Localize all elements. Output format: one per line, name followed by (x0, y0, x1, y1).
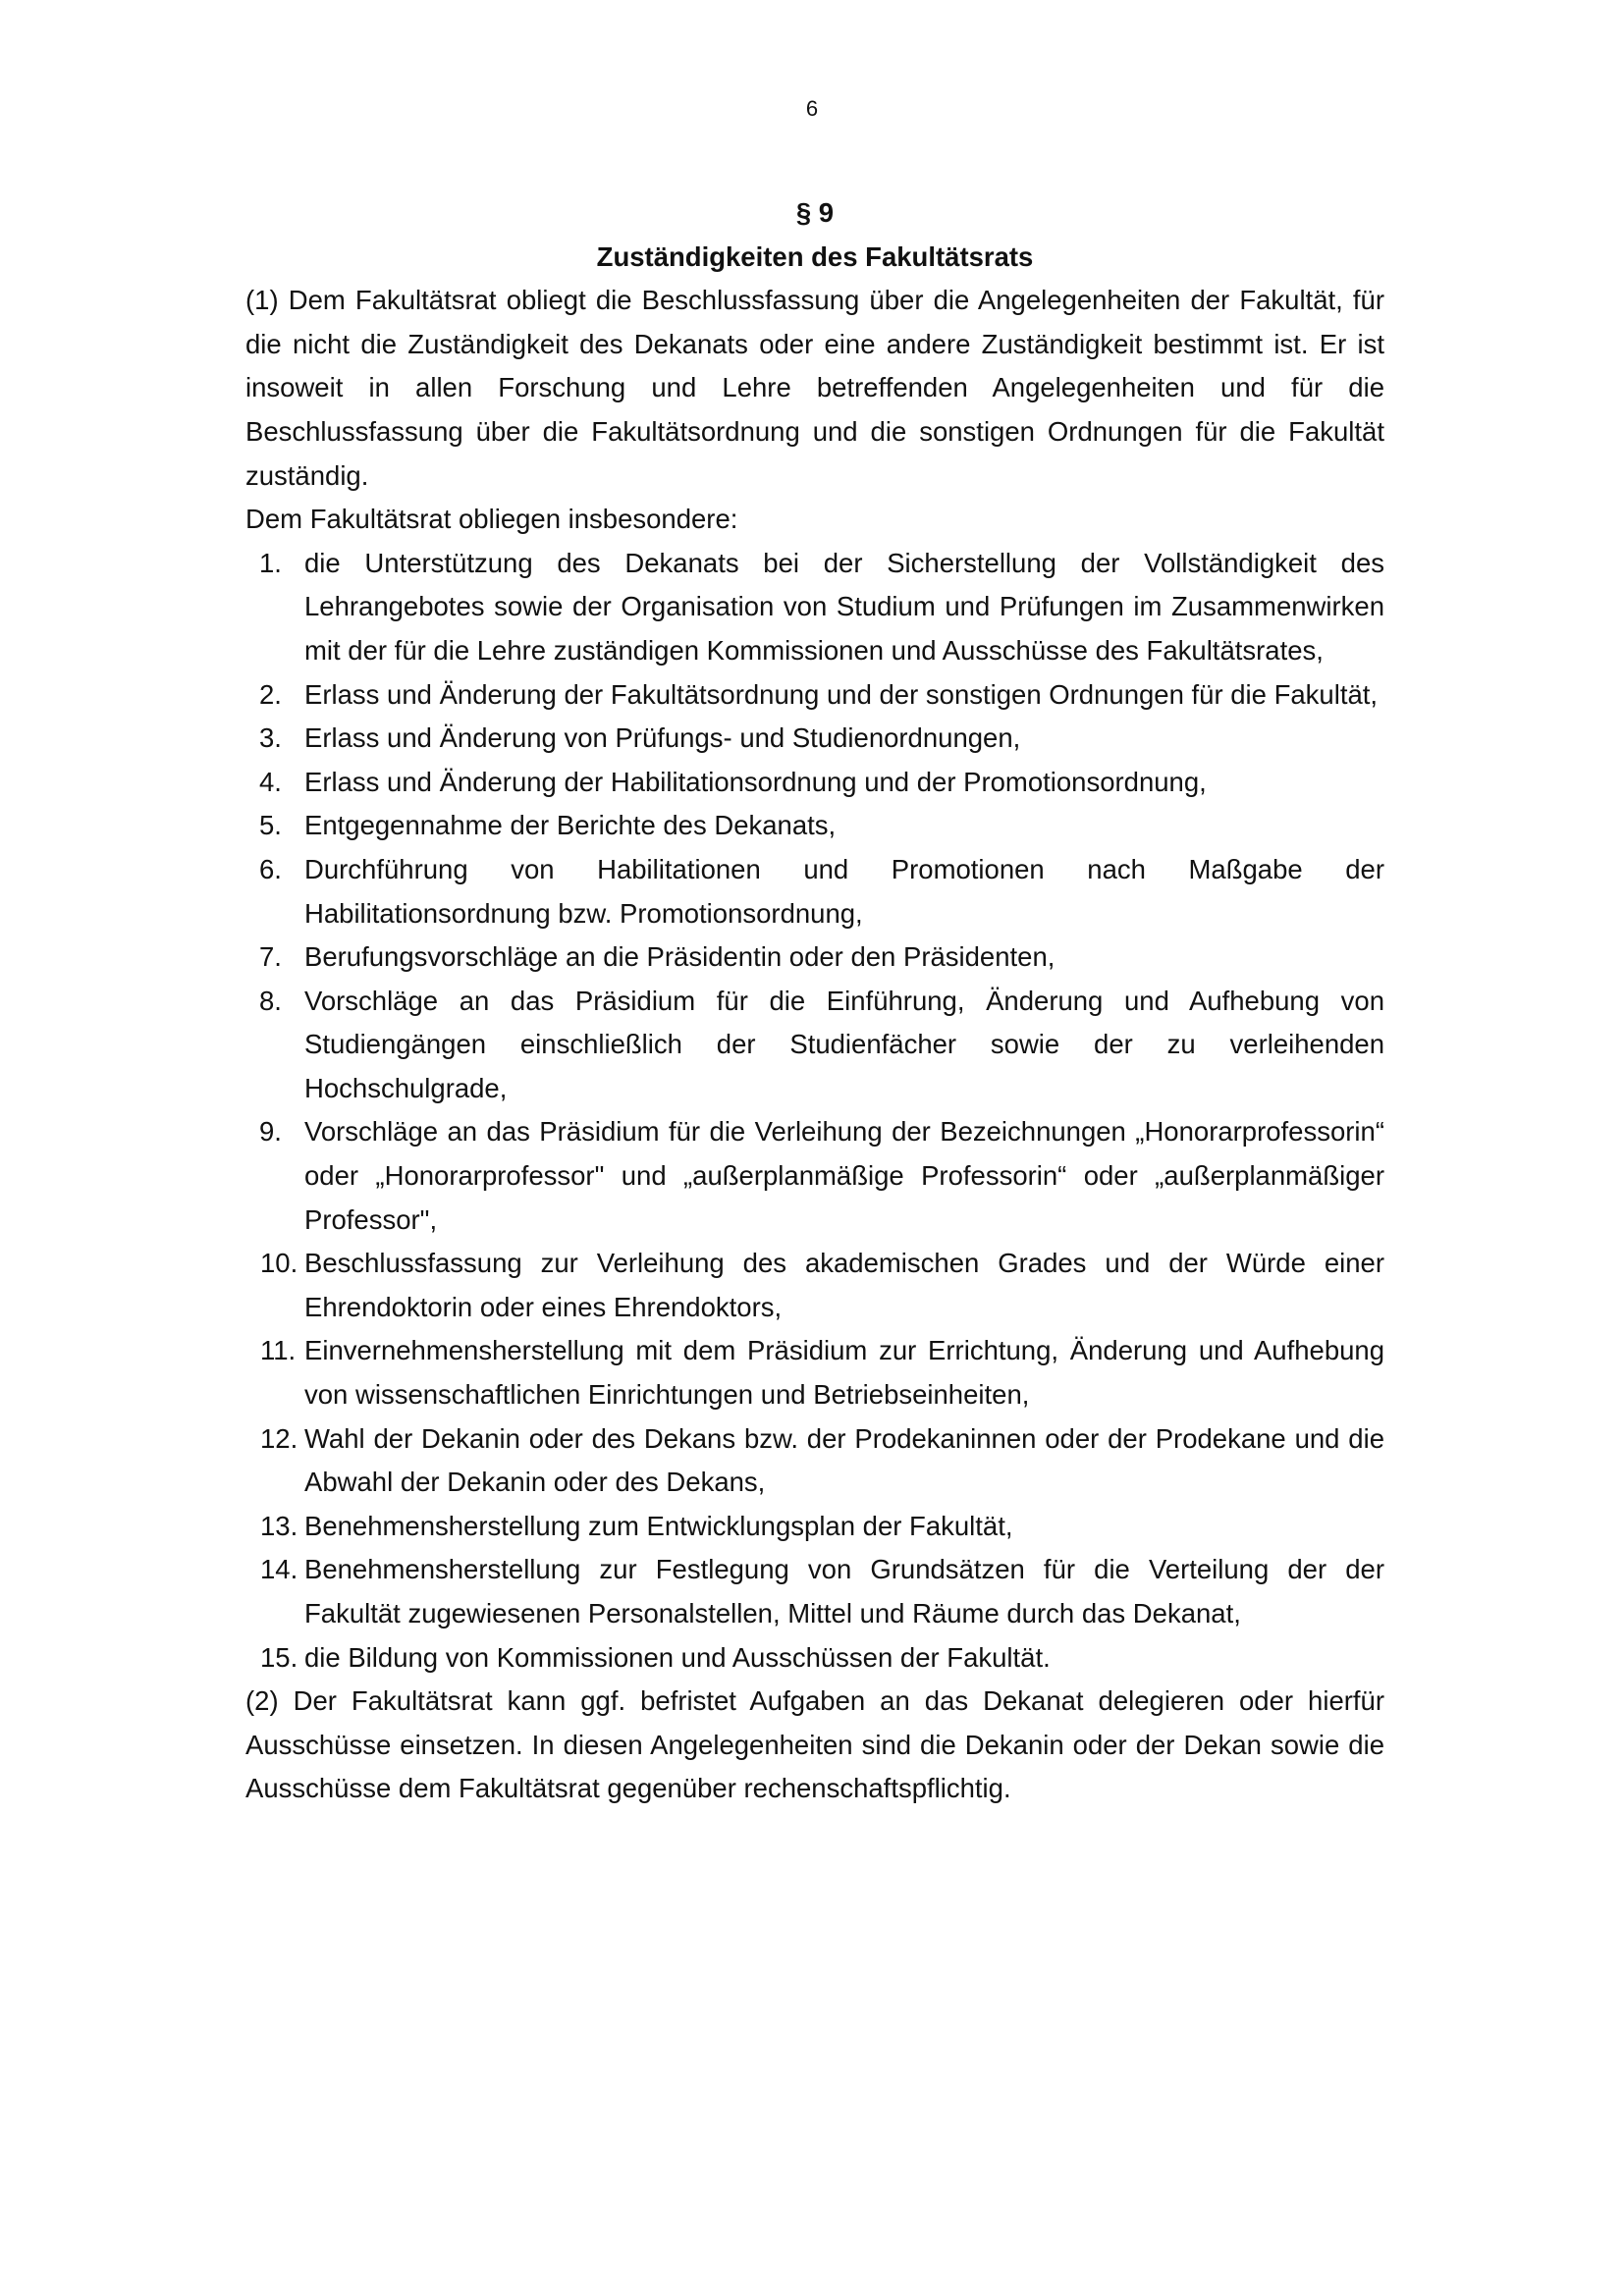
duties-list (245, 542, 1384, 1680)
list-item (245, 542, 1384, 673)
list-item-text: Vorschläge an das Präsidium für die Verleihung der Bezeichnungen „Honorarprofessorin“ oder „Honorarprofessor" und „außerplanmäßige Professorin“ oder „außerplanmäßiger Professor", (304, 1116, 1384, 1235)
list-item (245, 673, 1384, 718)
list-item-text: Erlass und Änderung der Habilitationsordnung und der Promotionsordnung, (304, 766, 1207, 797)
list-item-text: die Unterstützung des Dekanats bei der Sicherstellung der Vollständigkeit des Lehrangebotes sowie der Organisation von Studium und Prüfungen im Zusammenwirken mit der für die Lehre zuständigen Kommissionen und Ausschüsse des Fakultätsrates, (304, 547, 1384, 666)
list-item-text: Entgegennahme der Berichte des Dekanats, (304, 810, 837, 841)
list-item (245, 1417, 1384, 1505)
list-item (245, 761, 1384, 805)
paragraph-2: (2) Der Fakultätsrat kann ggf. befristet Aufgaben an das Dekanat delegieren oder hierfür Ausschüsse einsetzen. In diesen Angelegenheiten sind die Dekanin oder der Dekan sowie die Ausschüsse dem Fakultätsrat gegenüber rechenschaftspflichtig. (245, 1685, 1384, 1804)
list-item (245, 980, 1384, 1111)
list-item-number: 7. (259, 941, 282, 973)
list-item-text: Wahl der Dekanin oder des Dekans bzw. der Prodekaninnen oder der Prodekane und die Abwahl der Dekanin oder des Dekans, (304, 1422, 1384, 1498)
list-item (245, 717, 1384, 761)
paragraph-1: (1) Dem Fakultätsrat obliegt die Beschlussfassung über die Angelegenheiten der Fakultät, für die nicht die Zuständigkeit des Dekanats oder eine andere Zuständigkeit bestimmt ist. Er ist insoweit in allen Forschung und Lehre betreffenden Angelegenheiten und für die Beschlussfassung über die Fakultätsordnung und die sonstigen Ordnungen für die Fakultät zuständig. (245, 285, 1384, 491)
list-item (245, 935, 1384, 980)
list-item-number: 2. (259, 678, 282, 710)
list-item-text: die Bildung von Kommissionen und Ausschüssen der Fakultät. (304, 1641, 1051, 1673)
list-item-text: Benehmensherstellung zum Entwicklungsplan der Fakultät, (304, 1510, 1013, 1541)
list-item-number: 10. (260, 1248, 298, 1279)
list-item (245, 848, 1384, 935)
list-item-text: Einvernehmensherstellung mit dem Präsidium zur Errichtung, Änderung und Aufhebung von wissenschaftlichen Einrichtungen und Betriebseinheiten, (304, 1335, 1384, 1411)
list-item (245, 1110, 1384, 1242)
list-item-number: 9. (259, 1116, 282, 1148)
list-item (245, 1505, 1384, 1549)
list-item (245, 804, 1384, 848)
list-item-text: Durchführung von Habilitationen und Promotionen nach Maßgabe der Habilitationsordnung bzw. Promotionsordnung, (304, 853, 1384, 929)
list-item-number: 1. (259, 547, 282, 578)
document-body (245, 191, 1384, 1811)
list-item-number: 4. (259, 766, 282, 797)
list-item (245, 1242, 1384, 1329)
list-item-number: 12. (260, 1422, 298, 1454)
list-item-number: 8. (259, 985, 282, 1016)
list-item (245, 1548, 1384, 1635)
list-item-text: Berufungsvorschläge an die Präsidentin oder den Präsidenten, (304, 941, 1056, 973)
section-title: Zuständigkeiten des Fakultätsrats (596, 240, 1034, 272)
list-item (245, 1636, 1384, 1681)
list-item-text: Beschlussfassung zur Verleihung des akademischen Grades und der Würde einer Ehrendoktorin oder eines Ehrendoktors, (304, 1248, 1384, 1322)
list-item-text: Vorschläge an das Präsidium für die Einführung, Änderung und Aufhebung von Studiengängen einschließlich der Studienfächer sowie der zu verleihenden Hochschulgrade, (304, 985, 1384, 1103)
list-item-text: Erlass und Änderung von Prüfungs- und Studienordnungen, (304, 722, 1021, 754)
list-item-text: Benehmensherstellung zur Festlegung von Grundsätzen für die Verteilung der der Fakultät zugewiesenen Personalstellen, Mittel und Räume durch das Dekanat, (304, 1554, 1384, 1629)
list-intro: Dem Fakultätsrat obliegen insbesondere: (245, 504, 738, 535)
list-item-number: 3. (259, 722, 282, 754)
page-number: 6 (805, 96, 819, 121)
list-item-text: Erlass und Änderung der Fakultätsordnung und der sonstigen Ordnungen für die Fakultät, (304, 678, 1379, 710)
list-item (245, 1329, 1384, 1416)
list-item-number: 6. (259, 853, 282, 884)
list-item-number: 5. (259, 810, 282, 841)
list-item-number: 14. (260, 1554, 298, 1585)
section-symbol: § 9 (795, 197, 835, 228)
list-item-number: 13. (260, 1510, 298, 1541)
list-item-number: 15. (260, 1641, 298, 1673)
list-item-number: 11. (260, 1335, 297, 1366)
